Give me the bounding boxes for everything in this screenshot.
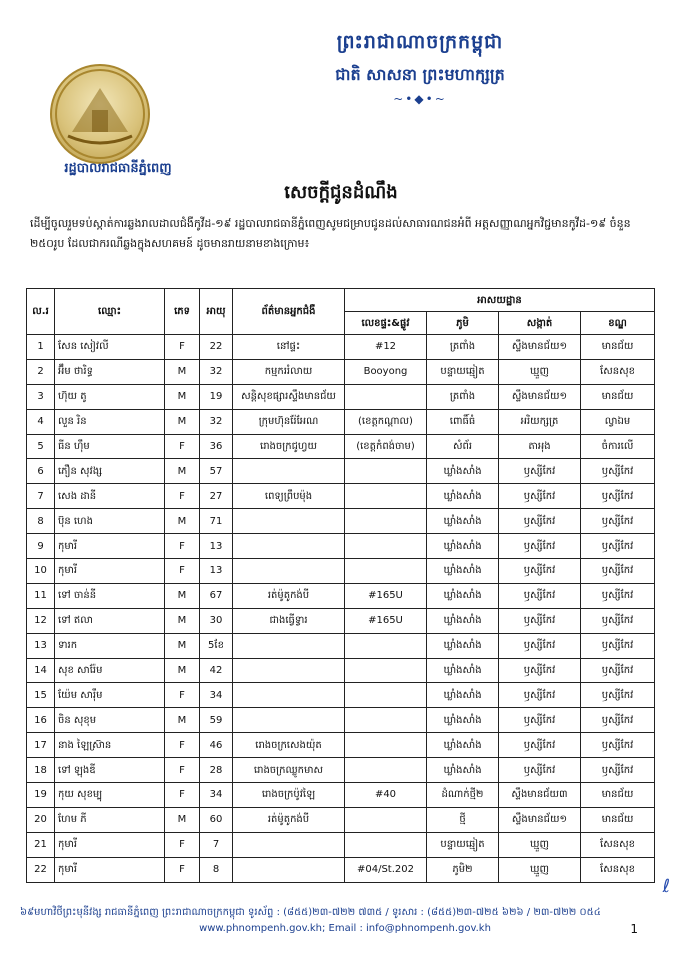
cell-no: 1 xyxy=(27,335,55,360)
cell-house xyxy=(345,534,427,559)
cell-info xyxy=(233,658,345,683)
cell-house xyxy=(345,733,427,758)
agency-name: រដ្ឋបាលរាជធានីភ្នំពេញ xyxy=(64,161,172,176)
col-village: ភូមិ xyxy=(427,312,499,335)
cell-info xyxy=(233,459,345,484)
table-row xyxy=(27,583,655,608)
cell-commune: ឫស្សីកែវ xyxy=(499,758,581,783)
table-row xyxy=(27,633,655,658)
cell-commune: ឫស្សីកែវ xyxy=(499,658,581,683)
cell-district: ឫស្សីកែវ xyxy=(581,608,655,633)
cell-no: 18 xyxy=(27,758,55,783)
col-sex: ភេទ xyxy=(165,289,200,335)
cell-info: កម្មកររំលាយ xyxy=(233,359,345,384)
cell-house: (ខេត្តកណ្តាល) xyxy=(345,409,427,434)
cell-age: 19 xyxy=(200,384,233,409)
cell-village: ត្រពាំង xyxy=(427,335,499,360)
cell-name: កុមារី xyxy=(55,832,165,857)
table-row xyxy=(27,484,655,509)
cell-commune: ឫស្សីកែវ xyxy=(499,484,581,509)
cell-sex: F xyxy=(165,534,200,559)
footer xyxy=(20,905,670,934)
cell-district: មានជ័យ xyxy=(581,335,655,360)
cell-district: ឫស្សីកែវ xyxy=(581,509,655,534)
cell-info: រោងចក្រជូហ្វយ xyxy=(233,434,345,459)
cell-district: មានជ័យ xyxy=(581,384,655,409)
cell-commune: ស្ទឹងមានជ័យ១ xyxy=(499,807,581,832)
cell-commune: ឫស្សីកែវ xyxy=(499,559,581,584)
cell-house xyxy=(345,509,427,534)
cell-no: 7 xyxy=(27,484,55,509)
cell-house xyxy=(345,633,427,658)
cell-commune: អរិយក្សត្រ xyxy=(499,409,581,434)
cell-commune: ស្ទឹងមានជ័យ១ xyxy=(499,384,581,409)
cell-district: ឫស្សីកែវ xyxy=(581,708,655,733)
cell-village: ថ្មី xyxy=(427,807,499,832)
cell-district: សែនសុខ xyxy=(581,359,655,384)
cell-village: ឃ្លាំងសាំង xyxy=(427,733,499,758)
cell-district: ឫស្សីកែវ xyxy=(581,683,655,708)
cell-name: សែន សៀវលី xyxy=(55,335,165,360)
cell-village: ឃ្លាំងសាំង xyxy=(427,633,499,658)
cell-district: ឫស្សីកែវ xyxy=(581,633,655,658)
cell-info: រោងចក្រប៉ូវឡៃ xyxy=(233,783,345,808)
cell-no: 6 xyxy=(27,459,55,484)
cell-commune: ឃ្មួញ xyxy=(499,832,581,857)
table-row xyxy=(27,409,655,434)
cell-name: ទៅ ឥលា xyxy=(55,608,165,633)
cell-sex: M xyxy=(165,608,200,633)
notice-title: សេចក្តីជូនដំណឹង xyxy=(284,182,398,203)
cell-sex: F xyxy=(165,733,200,758)
cell-sex: F xyxy=(165,434,200,459)
cell-info: រត់ម៉ូតូកង់បី xyxy=(233,807,345,832)
kingdom-name: ព្រះរាជាណាចក្រកម្ពុជា xyxy=(336,31,504,53)
col-info: ព័ត៌មានអ្នកជំងឺ xyxy=(233,289,345,335)
cell-commune: ឫស្សីកែវ xyxy=(499,608,581,633)
cell-no: 3 xyxy=(27,384,55,409)
cell-info xyxy=(233,633,345,658)
patient-table xyxy=(26,288,655,883)
table-row xyxy=(27,857,655,882)
cell-no: 8 xyxy=(27,509,55,534)
cell-sex: F xyxy=(165,783,200,808)
cell-name: នាង ឡៃស្រ៊ាន xyxy=(55,733,165,758)
cell-commune: ឫស្សីកែវ xyxy=(499,633,581,658)
cell-house: #165U xyxy=(345,583,427,608)
cell-age: 22 xyxy=(200,335,233,360)
table-row xyxy=(27,359,655,384)
cell-age: 46 xyxy=(200,733,233,758)
cell-sex: M xyxy=(165,807,200,832)
cell-no: 20 xyxy=(27,807,55,832)
cell-no: 15 xyxy=(27,683,55,708)
table-row xyxy=(27,509,655,534)
cell-house: #40 xyxy=(345,783,427,808)
table-row xyxy=(27,708,655,733)
cell-name: សេង ដានី xyxy=(55,484,165,509)
table-row xyxy=(27,459,655,484)
cell-district: ឫស្សីកែវ xyxy=(581,658,655,683)
cell-commune: ឫស្សីកែវ xyxy=(499,509,581,534)
table-row xyxy=(27,807,655,832)
cell-village: ឃ្លាំងសាំង xyxy=(427,658,499,683)
cell-village: ឃ្លាំងសាំង xyxy=(427,583,499,608)
col-district: ខណ្ឌ xyxy=(581,312,655,335)
cell-age: 59 xyxy=(200,708,233,733)
col-house: លេខផ្ទះ&ផ្លូវ xyxy=(345,312,427,335)
table-row xyxy=(27,335,655,360)
cell-age: 13 xyxy=(200,559,233,584)
footer-address: ៦៩មហាវិថីព្រះមុនីវង្ស រាជធានីភ្នំពេញ ព្រះរាជាណាចក្រកម្ពុជា ទូរស័ព្ទ : (៨៥៥)២៣-៧២២ ៧៣៥ / ទូរសារ : (៨៥៥)២៣-៧២៥ ៦២៦ / ២៣-៧២២ ០៥៤ xyxy=(20,907,601,918)
cell-village: ឃ្លាំងសាំង xyxy=(427,758,499,783)
cell-district: មានជ័យ xyxy=(581,783,655,808)
cell-no: 4 xyxy=(27,409,55,434)
cell-no: 10 xyxy=(27,559,55,584)
cell-age: 32 xyxy=(200,409,233,434)
cell-district: មានជ័យ xyxy=(581,807,655,832)
cell-commune: ឫស្សីកែវ xyxy=(499,683,581,708)
cell-info xyxy=(233,832,345,857)
cell-name: ទារក xyxy=(55,633,165,658)
cell-name: ប៊ុន ហេង xyxy=(55,509,165,534)
cell-commune: ឫស្សីកែវ xyxy=(499,534,581,559)
cell-age: 30 xyxy=(200,608,233,633)
cell-info: រោងចក្រឈ្លូកមាស xyxy=(233,758,345,783)
table-row xyxy=(27,832,655,857)
cell-house xyxy=(345,708,427,733)
cell-no: 5 xyxy=(27,434,55,459)
cell-district: ឫស្សីកែវ xyxy=(581,484,655,509)
cell-village: ឃ្លាំងសាំង xyxy=(427,484,499,509)
table-row xyxy=(27,608,655,633)
cell-house: Booyong xyxy=(345,359,427,384)
table-row xyxy=(27,658,655,683)
cell-district: សែនសុខ xyxy=(581,857,655,882)
cell-sex: F xyxy=(165,559,200,584)
cell-house xyxy=(345,459,427,484)
cell-age: 8 xyxy=(200,857,233,882)
cell-commune: ឃ្មួញ xyxy=(499,359,581,384)
cell-village: ឃ្លាំងសាំង xyxy=(427,534,499,559)
cell-commune: ឫស្សីកែវ xyxy=(499,583,581,608)
table-row xyxy=(27,559,655,584)
cell-house xyxy=(345,832,427,857)
cell-sex: F xyxy=(165,335,200,360)
cell-village: ភូមិ២ xyxy=(427,857,499,882)
cell-village: ឃ្លាំងសាំង xyxy=(427,608,499,633)
cell-age: 13 xyxy=(200,534,233,559)
cell-no: 19 xyxy=(27,783,55,808)
cell-sex: M xyxy=(165,384,200,409)
cell-village: បន្ទាយឆ្មៀត xyxy=(427,359,499,384)
cell-info xyxy=(233,857,345,882)
cell-info: ជាងធ្វើទ្វារ xyxy=(233,608,345,633)
cell-info xyxy=(233,559,345,584)
cell-age: 60 xyxy=(200,807,233,832)
cell-no: 12 xyxy=(27,608,55,633)
cell-sex: F xyxy=(165,758,200,783)
cell-district: ឫស្សីកែវ xyxy=(581,583,655,608)
cell-house xyxy=(345,758,427,783)
cell-house: (ខេត្តកំពង់ចាម) xyxy=(345,434,427,459)
cell-sex: M xyxy=(165,409,200,434)
cell-house xyxy=(345,559,427,584)
cell-no: 21 xyxy=(27,832,55,857)
cell-house: #04/St.202 xyxy=(345,857,427,882)
cell-sex: F xyxy=(165,683,200,708)
cell-house xyxy=(345,807,427,832)
cell-village: ត្រពាំង xyxy=(427,384,499,409)
cell-village: បន្ទាយឆ្មៀត xyxy=(427,832,499,857)
cell-age: 7 xyxy=(200,832,233,857)
cell-age: 71 xyxy=(200,509,233,534)
col-age: អាយុ xyxy=(200,289,233,335)
cell-no: 16 xyxy=(27,708,55,733)
cell-village: ឃ្លាំងសាំង xyxy=(427,559,499,584)
cell-house xyxy=(345,683,427,708)
table-row xyxy=(27,758,655,783)
cell-name: ភឿន សុវង្ស xyxy=(55,459,165,484)
cell-district: ឫស្សីកែវ xyxy=(581,733,655,758)
table-row xyxy=(27,733,655,758)
table-row xyxy=(27,534,655,559)
cell-commune: ឃ្មួញ xyxy=(499,857,581,882)
cell-info: ពេទ្យព្រឹបម៉ុង xyxy=(233,484,345,509)
cell-name: លួន រិន xyxy=(55,409,165,434)
cell-age: 5ខែ xyxy=(200,633,233,658)
cell-age: 28 xyxy=(200,758,233,783)
cell-name: ទៅ ចាន់នី xyxy=(55,583,165,608)
cell-sex: M xyxy=(165,359,200,384)
cell-no: 13 xyxy=(27,633,55,658)
cell-name: កុមារី xyxy=(55,857,165,882)
cell-district: ឫស្សីកែវ xyxy=(581,758,655,783)
cell-name: សុខ សារ៉ែម xyxy=(55,658,165,683)
cell-age: 67 xyxy=(200,583,233,608)
cell-village: ឃ្លាំងសាំង xyxy=(427,459,499,484)
cell-no: 14 xyxy=(27,658,55,683)
cell-village: ឃ្លាំងសាំង xyxy=(427,708,499,733)
col-no: ល.រ xyxy=(27,289,55,335)
col-name: ឈ្មោះ xyxy=(55,289,165,335)
national-motto: ជាតិ សាសនា ព្រះមហាក្សត្រ xyxy=(335,65,505,84)
cell-name: ហ៊ុយ តូ xyxy=(55,384,165,409)
cell-sex: M xyxy=(165,708,200,733)
cell-info xyxy=(233,708,345,733)
cell-name: អ៊ឹម ថារិទ្ធ xyxy=(55,359,165,384)
cell-name: កុមារី xyxy=(55,559,165,584)
cell-house xyxy=(345,384,427,409)
cell-village: សំព័រ xyxy=(427,434,499,459)
cell-village: ពោធិ៍ធំ xyxy=(427,409,499,434)
cell-village: ឃ្លាំងសាំង xyxy=(427,683,499,708)
cell-commune: ឫស្សីកែវ xyxy=(499,708,581,733)
cell-district: ល្វាឯម xyxy=(581,409,655,434)
cell-age: 34 xyxy=(200,683,233,708)
cell-name: យ៉ែម សារ៉ឹម xyxy=(55,683,165,708)
cell-sex: F xyxy=(165,857,200,882)
cell-commune: ឫស្សីកែវ xyxy=(499,459,581,484)
cell-house xyxy=(345,484,427,509)
cell-age: 36 xyxy=(200,434,233,459)
cell-commune: តាអុង xyxy=(499,434,581,459)
cell-no: 9 xyxy=(27,534,55,559)
cell-district: ចំការលើ xyxy=(581,434,655,459)
cell-no: 11 xyxy=(27,583,55,608)
cell-district: ឫស្សីកែវ xyxy=(581,534,655,559)
cell-village: ដំណាក់ថ្មី២ xyxy=(427,783,499,808)
cell-district: ឫស្សីកែវ xyxy=(581,459,655,484)
col-address: អាសយដ្ឋាន xyxy=(345,289,655,312)
cell-age: 34 xyxy=(200,783,233,808)
cell-village: ឃ្លាំងសាំង xyxy=(427,509,499,534)
cell-no: 2 xyxy=(27,359,55,384)
cell-age: 42 xyxy=(200,658,233,683)
table-row xyxy=(27,783,655,808)
cell-commune: ឫស្សីកែវ xyxy=(499,733,581,758)
cell-name: ទៅ ឡុងឌី xyxy=(55,758,165,783)
cell-info: នៅផ្ទះ xyxy=(233,335,345,360)
cell-info: ក្រុមហ៊ុនរ៉ែអែណ xyxy=(233,409,345,434)
ornament: ~•◆•~ xyxy=(393,92,447,106)
cell-district: ឫស្សីកែវ xyxy=(581,559,655,584)
cell-no: 22 xyxy=(27,857,55,882)
cell-info xyxy=(233,683,345,708)
cell-age: 27 xyxy=(200,484,233,509)
cell-name: ចិន សុខុម xyxy=(55,708,165,733)
cell-commune: ស្ទឹងមានជ័យ១ xyxy=(499,335,581,360)
intro-paragraph: ដើម្បីចូលរួមទប់ស្កាត់ការឆ្លងរាលដាលជំងឺកូវីដ-១៩ រដ្ឋបាលរាជធានីភ្នំពេញសូមជម្រាបជូនដល់សាធារណជនអំពី អត្តសញ្ញាណអ្នកវិជ្ជមានកូវីដ-១៩ ចំនួន ២៥០រូប ដែលជាករណីឆ្លងក្នុងសហគមន៍ ដូចមានរាយនាមខាងក្រោម៖ xyxy=(30,217,631,250)
footer-contact: www.phnompenh.gov.kh; Email : info@phnompenh.gov.kh xyxy=(199,923,491,934)
handwritten-mark: ℓ xyxy=(662,876,670,897)
municipal-seal-icon xyxy=(50,64,150,164)
cell-no: 17 xyxy=(27,733,55,758)
col-commune: សង្កាត់ xyxy=(499,312,581,335)
cell-info: រោងចក្រសេងយ៉ុត xyxy=(233,733,345,758)
cell-sex: M xyxy=(165,633,200,658)
cell-sex: F xyxy=(165,832,200,857)
cell-sex: M xyxy=(165,509,200,534)
cell-commune: ស្ទឹងមានជ័យ៣ xyxy=(499,783,581,808)
cell-house: #12 xyxy=(345,335,427,360)
cell-district: សែនសុខ xyxy=(581,832,655,857)
cell-info xyxy=(233,509,345,534)
page-number: 1 xyxy=(630,922,638,936)
cell-sex: M xyxy=(165,583,200,608)
cell-sex: M xyxy=(165,658,200,683)
table-row xyxy=(27,683,655,708)
letterhead xyxy=(180,30,660,106)
cell-name: ហែម ភី xyxy=(55,807,165,832)
cell-info xyxy=(233,534,345,559)
cell-name: កុយ សុខម្បុ xyxy=(55,783,165,808)
cell-sex: F xyxy=(165,484,200,509)
cell-info: រត់ម៉ូតូកង់បី xyxy=(233,583,345,608)
cell-house xyxy=(345,658,427,683)
cell-sex: M xyxy=(165,459,200,484)
cell-name: ធីន ហ៊ឹម xyxy=(55,434,165,459)
table-row xyxy=(27,384,655,409)
cell-house: #165U xyxy=(345,608,427,633)
cell-age: 32 xyxy=(200,359,233,384)
cell-name: កុមារី xyxy=(55,534,165,559)
cell-age: 57 xyxy=(200,459,233,484)
table-row xyxy=(27,434,655,459)
cell-info: សន្តិសុខផ្សារស្ទឹងមានជ័យ xyxy=(233,384,345,409)
